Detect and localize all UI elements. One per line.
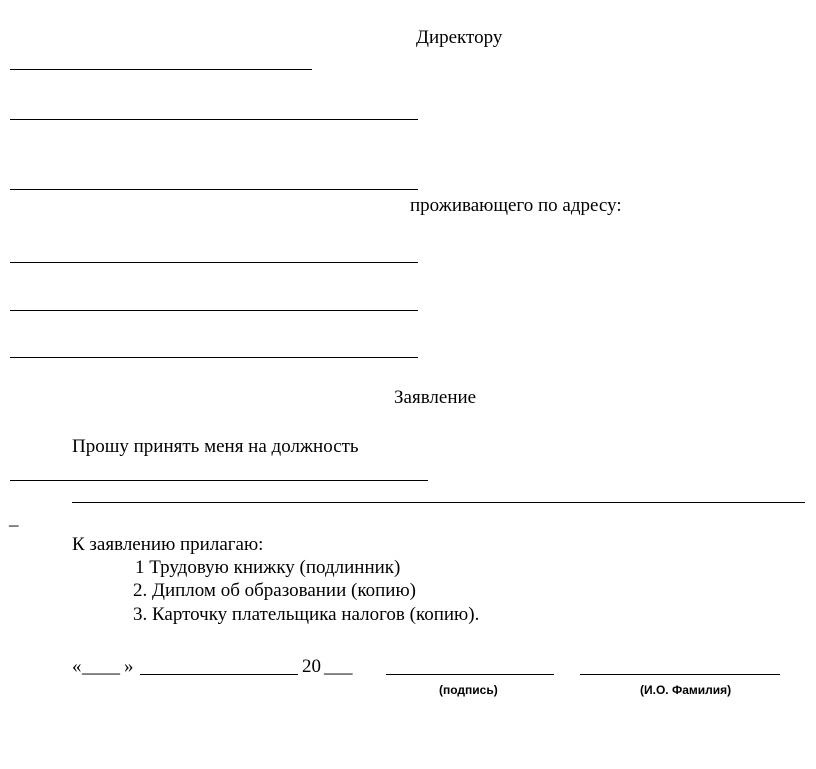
signature-caption: (подпись)	[439, 683, 498, 697]
signature-blank	[386, 674, 554, 675]
document-title: Заявление	[394, 387, 477, 408]
attachment-item: 1 Трудовую книжку (подлинник)	[135, 557, 401, 578]
request-text: Прошу принять меня на должность	[72, 436, 359, 457]
attachments-intro: К заявлению прилагаю:	[72, 534, 264, 555]
date-close-quote: »	[124, 656, 134, 677]
position-blank-2	[72, 502, 805, 503]
address-label: проживающего по адресу:	[410, 195, 622, 216]
name-caption: (И.О. Фамилия)	[640, 683, 732, 697]
recipient-label: Директору	[416, 27, 503, 48]
date-day-blank: ____	[82, 656, 120, 677]
full-name-blank	[580, 674, 780, 675]
date-month-blank	[140, 674, 298, 675]
year-blank: ___	[324, 656, 353, 677]
position-blank-1	[10, 480, 428, 481]
applicant-name-blank-1	[10, 119, 418, 120]
address-blank-3	[10, 357, 418, 358]
attachment-item: 3. Карточку плательщика налогов (копию).	[133, 604, 480, 625]
applicant-name-blank-2	[10, 189, 418, 190]
year-prefix: 20	[302, 656, 321, 677]
address-blank-2	[10, 310, 418, 311]
date-open-quote: «	[72, 656, 82, 677]
attachment-item: 2. Диплом об образовании (копию)	[133, 580, 416, 601]
dash-mark: _	[9, 508, 19, 529]
address-blank-1	[10, 262, 418, 263]
director-name-blank	[10, 69, 312, 70]
